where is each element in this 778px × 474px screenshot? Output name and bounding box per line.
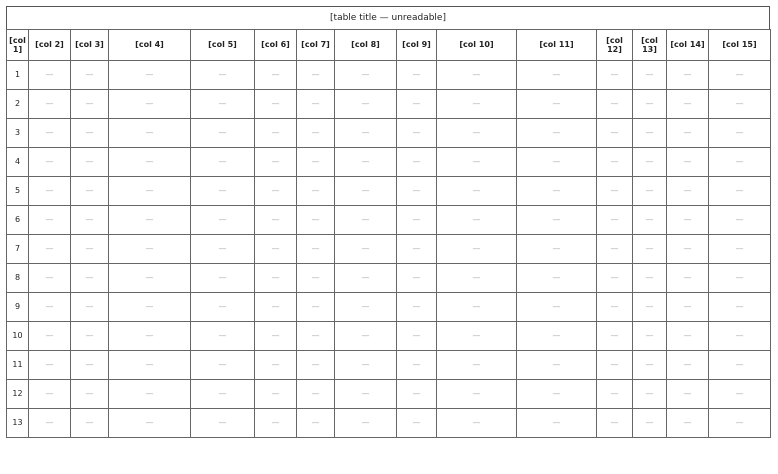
table-cell: — bbox=[709, 264, 771, 293]
table-cell: — bbox=[633, 293, 667, 322]
table-cell: — bbox=[335, 119, 397, 148]
table-cell: — bbox=[667, 322, 709, 351]
table-cell: — bbox=[109, 177, 191, 206]
table-cell: — bbox=[29, 61, 71, 90]
table-cell: — bbox=[71, 264, 109, 293]
column-header: [col 12] bbox=[597, 30, 633, 61]
column-header: [col 7] bbox=[297, 30, 335, 61]
table-cell: — bbox=[437, 351, 517, 380]
table-cell: — bbox=[71, 293, 109, 322]
table-cell: 5 bbox=[7, 177, 29, 206]
table-cell: 13 bbox=[7, 409, 29, 438]
table-cell: — bbox=[71, 119, 109, 148]
table-cell: — bbox=[29, 322, 71, 351]
table-cell: — bbox=[667, 206, 709, 235]
table-cell: — bbox=[255, 61, 297, 90]
table-cell: — bbox=[335, 235, 397, 264]
table-cell: — bbox=[633, 380, 667, 409]
table-cell: — bbox=[667, 90, 709, 119]
table-cell: — bbox=[437, 380, 517, 409]
table-title: [table title — unreadable] bbox=[6, 6, 770, 29]
table-cell: — bbox=[597, 264, 633, 293]
table-cell: — bbox=[335, 177, 397, 206]
column-header: [col 13] bbox=[633, 30, 667, 61]
table-cell: — bbox=[437, 322, 517, 351]
table-cell: — bbox=[397, 235, 437, 264]
table-cell: — bbox=[517, 148, 597, 177]
table-cell: — bbox=[297, 409, 335, 438]
table-cell: — bbox=[335, 351, 397, 380]
table-cell: — bbox=[633, 148, 667, 177]
table-cell: — bbox=[255, 264, 297, 293]
table-cell: — bbox=[517, 322, 597, 351]
table-cell: — bbox=[335, 206, 397, 235]
table-cell: — bbox=[255, 90, 297, 119]
table-cell: — bbox=[335, 322, 397, 351]
table-cell: — bbox=[109, 90, 191, 119]
table-cell: — bbox=[191, 148, 255, 177]
table-cell: — bbox=[397, 351, 437, 380]
table-cell: — bbox=[633, 322, 667, 351]
table-cell: — bbox=[517, 61, 597, 90]
table-cell: — bbox=[29, 177, 71, 206]
table-cell: — bbox=[109, 206, 191, 235]
table-cell: — bbox=[709, 293, 771, 322]
table-cell: — bbox=[633, 61, 667, 90]
table-cell: — bbox=[109, 235, 191, 264]
table-cell: — bbox=[29, 293, 71, 322]
column-header: [col 10] bbox=[437, 30, 517, 61]
table-row bbox=[7, 90, 771, 119]
table-cell: — bbox=[255, 235, 297, 264]
table-cell: — bbox=[191, 322, 255, 351]
table-cell: — bbox=[191, 235, 255, 264]
table-cell: — bbox=[71, 177, 109, 206]
table-cell: — bbox=[597, 177, 633, 206]
table-cell: — bbox=[191, 409, 255, 438]
table-cell: — bbox=[255, 409, 297, 438]
table-cell: — bbox=[297, 264, 335, 293]
table-cell: — bbox=[255, 119, 297, 148]
table-cell: — bbox=[517, 264, 597, 293]
table-cell: — bbox=[633, 90, 667, 119]
table-cell: — bbox=[71, 380, 109, 409]
table-cell: — bbox=[517, 293, 597, 322]
table-cell: — bbox=[397, 322, 437, 351]
table-cell: — bbox=[71, 61, 109, 90]
table-row bbox=[7, 264, 771, 293]
table-cell: — bbox=[109, 119, 191, 148]
column-header: [col 5] bbox=[191, 30, 255, 61]
table-cell: — bbox=[667, 409, 709, 438]
table-cell: — bbox=[29, 351, 71, 380]
table-cell: — bbox=[109, 409, 191, 438]
column-header: [col 1] bbox=[7, 30, 29, 61]
table-cell: — bbox=[709, 206, 771, 235]
table-cell: — bbox=[255, 322, 297, 351]
table-cell: — bbox=[255, 177, 297, 206]
table-cell: — bbox=[667, 351, 709, 380]
table-body bbox=[7, 61, 771, 438]
table-row bbox=[7, 351, 771, 380]
table-row bbox=[7, 177, 771, 206]
table-cell: — bbox=[597, 409, 633, 438]
table-cell: — bbox=[191, 90, 255, 119]
table-cell: — bbox=[597, 293, 633, 322]
table-cell: — bbox=[29, 119, 71, 148]
table-cell: — bbox=[667, 119, 709, 148]
table-cell: — bbox=[437, 119, 517, 148]
table-cell: — bbox=[297, 61, 335, 90]
table-cell: — bbox=[597, 61, 633, 90]
table-cell: — bbox=[709, 380, 771, 409]
column-header: [col 6] bbox=[255, 30, 297, 61]
table-cell: — bbox=[335, 148, 397, 177]
table-cell: — bbox=[437, 206, 517, 235]
table-cell: — bbox=[667, 148, 709, 177]
table-cell: 7 bbox=[7, 235, 29, 264]
table-cell: — bbox=[517, 119, 597, 148]
table-cell: — bbox=[517, 351, 597, 380]
column-header: [col 2] bbox=[29, 30, 71, 61]
table-row bbox=[7, 322, 771, 351]
data-table bbox=[6, 29, 771, 438]
column-header: [col 14] bbox=[667, 30, 709, 61]
table-cell: — bbox=[191, 61, 255, 90]
table-cell: — bbox=[597, 351, 633, 380]
table-cell: — bbox=[297, 206, 335, 235]
table-cell: — bbox=[709, 351, 771, 380]
table-cell: — bbox=[71, 351, 109, 380]
table-cell: — bbox=[109, 322, 191, 351]
table-cell: — bbox=[397, 409, 437, 438]
table-cell: — bbox=[633, 409, 667, 438]
table-cell: — bbox=[29, 206, 71, 235]
table-row bbox=[7, 380, 771, 409]
table-cell: — bbox=[71, 322, 109, 351]
table-cell: — bbox=[597, 119, 633, 148]
table-cell: — bbox=[709, 119, 771, 148]
table-cell: — bbox=[437, 235, 517, 264]
table-cell: — bbox=[297, 322, 335, 351]
table-cell: — bbox=[191, 293, 255, 322]
table-row bbox=[7, 409, 771, 438]
table-cell: — bbox=[255, 206, 297, 235]
table-cell: — bbox=[191, 380, 255, 409]
table-cell: 12 bbox=[7, 380, 29, 409]
table-cell: 1 bbox=[7, 61, 29, 90]
table-cell: — bbox=[297, 119, 335, 148]
table-cell: — bbox=[191, 119, 255, 148]
table-cell: — bbox=[437, 264, 517, 293]
table-cell: — bbox=[297, 380, 335, 409]
table-cell: — bbox=[255, 293, 297, 322]
table-cell: — bbox=[517, 409, 597, 438]
table-cell: — bbox=[597, 206, 633, 235]
table-cell: — bbox=[335, 409, 397, 438]
table-cell: — bbox=[597, 380, 633, 409]
table-cell: — bbox=[191, 264, 255, 293]
table-cell: — bbox=[29, 264, 71, 293]
table-cell: — bbox=[297, 293, 335, 322]
table-row bbox=[7, 206, 771, 235]
table-cell: — bbox=[667, 380, 709, 409]
table-cell: — bbox=[335, 380, 397, 409]
table-row bbox=[7, 148, 771, 177]
table-cell: 6 bbox=[7, 206, 29, 235]
table-cell: — bbox=[109, 264, 191, 293]
table-cell: — bbox=[109, 351, 191, 380]
table-row bbox=[7, 235, 771, 264]
table-cell: — bbox=[709, 409, 771, 438]
table-cell: 10 bbox=[7, 322, 29, 351]
table-cell: 11 bbox=[7, 351, 29, 380]
column-header: [col 9] bbox=[397, 30, 437, 61]
table-cell: — bbox=[667, 61, 709, 90]
table-cell: — bbox=[29, 90, 71, 119]
table-cell: — bbox=[335, 264, 397, 293]
table-cell: — bbox=[597, 235, 633, 264]
table-row bbox=[7, 119, 771, 148]
table-row bbox=[7, 61, 771, 90]
table-cell: — bbox=[397, 61, 437, 90]
table-cell: — bbox=[397, 206, 437, 235]
table-cell: — bbox=[397, 177, 437, 206]
table-cell: — bbox=[71, 206, 109, 235]
table-cell: — bbox=[397, 380, 437, 409]
table-cell: — bbox=[297, 177, 335, 206]
table-cell: — bbox=[709, 148, 771, 177]
table-cell: — bbox=[71, 90, 109, 119]
table-cell: — bbox=[597, 90, 633, 119]
table-row bbox=[7, 293, 771, 322]
table-cell: — bbox=[597, 148, 633, 177]
table-cell: — bbox=[437, 177, 517, 206]
table-cell: 3 bbox=[7, 119, 29, 148]
table-cell: — bbox=[335, 293, 397, 322]
table-cell: — bbox=[709, 177, 771, 206]
column-header: [col 4] bbox=[109, 30, 191, 61]
table-cell: — bbox=[297, 235, 335, 264]
table-cell: 9 bbox=[7, 293, 29, 322]
table-cell: — bbox=[517, 380, 597, 409]
table-cell: — bbox=[633, 235, 667, 264]
table-cell: — bbox=[109, 293, 191, 322]
table-cell: — bbox=[397, 293, 437, 322]
table-cell: — bbox=[437, 409, 517, 438]
table-cell: — bbox=[517, 90, 597, 119]
table-cell: — bbox=[397, 148, 437, 177]
table-cell: — bbox=[191, 206, 255, 235]
table-cell: — bbox=[709, 322, 771, 351]
table-cell: — bbox=[633, 206, 667, 235]
table-cell: 2 bbox=[7, 90, 29, 119]
table-cell: — bbox=[437, 61, 517, 90]
column-header: [col 15] bbox=[709, 30, 771, 61]
table-cell: — bbox=[633, 119, 667, 148]
table-cell: — bbox=[709, 90, 771, 119]
table-cell: — bbox=[29, 235, 71, 264]
table-cell: — bbox=[255, 351, 297, 380]
table-cell: — bbox=[667, 293, 709, 322]
table-cell: — bbox=[191, 351, 255, 380]
header-row bbox=[7, 30, 771, 61]
table-cell: — bbox=[437, 148, 517, 177]
table-cell: — bbox=[109, 380, 191, 409]
table-cell: — bbox=[71, 409, 109, 438]
column-header: [col 11] bbox=[517, 30, 597, 61]
table-cell: — bbox=[297, 148, 335, 177]
table-cell: — bbox=[667, 177, 709, 206]
table-cell: — bbox=[297, 351, 335, 380]
table-cell: — bbox=[633, 264, 667, 293]
table-cell: — bbox=[191, 177, 255, 206]
table-cell: — bbox=[29, 409, 71, 438]
table-cell: — bbox=[29, 380, 71, 409]
table-cell: — bbox=[517, 206, 597, 235]
table-cell: — bbox=[517, 177, 597, 206]
column-header: [col 3] bbox=[71, 30, 109, 61]
table-cell: — bbox=[667, 235, 709, 264]
column-header: [col 8] bbox=[335, 30, 397, 61]
table-cell: — bbox=[109, 61, 191, 90]
table-cell: — bbox=[437, 293, 517, 322]
table-cell: — bbox=[109, 148, 191, 177]
table-cell: — bbox=[297, 90, 335, 119]
table-cell: — bbox=[397, 264, 437, 293]
table-cell: — bbox=[397, 119, 437, 148]
table-cell: — bbox=[397, 90, 437, 119]
table-cell: — bbox=[597, 322, 633, 351]
table-cell: — bbox=[255, 148, 297, 177]
table-cell: — bbox=[709, 61, 771, 90]
table-cell: — bbox=[255, 380, 297, 409]
table-cell: — bbox=[517, 235, 597, 264]
table-cell: — bbox=[667, 264, 709, 293]
table-cell: 4 bbox=[7, 148, 29, 177]
table-cell: — bbox=[335, 61, 397, 90]
table-cell: 8 bbox=[7, 264, 29, 293]
table-cell: — bbox=[71, 235, 109, 264]
table-sheet bbox=[6, 6, 770, 438]
table-cell: — bbox=[709, 235, 771, 264]
table-cell: — bbox=[437, 90, 517, 119]
table-cell: — bbox=[335, 90, 397, 119]
table-cell: — bbox=[633, 177, 667, 206]
table-cell: — bbox=[71, 148, 109, 177]
table-cell: — bbox=[633, 351, 667, 380]
table-cell: — bbox=[29, 148, 71, 177]
